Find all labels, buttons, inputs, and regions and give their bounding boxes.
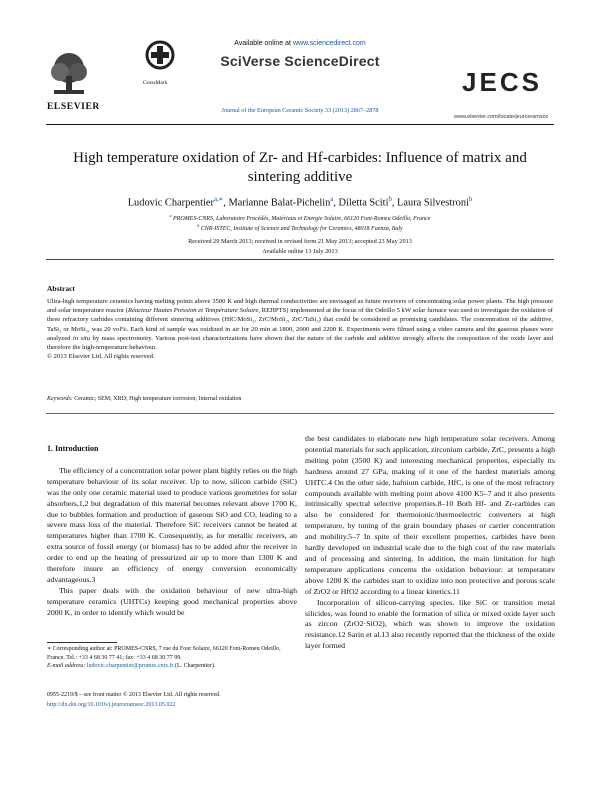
received-dates: Received 29 March 2013; received in revised form 21 May 2013; accepted 23 May 2013 — [188, 238, 412, 245]
elsevier-tree-icon — [46, 50, 92, 96]
body-column-left — [47, 444, 297, 619]
available-prefix: Available online at — [234, 40, 291, 47]
email-suffix: (L. Charpentier). — [174, 663, 216, 669]
title-line-1: High temperature oxidation of Zr- and Hf-carbides: Influence of matrix and — [73, 150, 527, 166]
abstract-body — [47, 297, 553, 361]
available-online-date: Available online 13 July 2013 — [262, 248, 338, 255]
available-online-line — [205, 40, 395, 47]
title-line-2: sintering additive — [247, 169, 353, 185]
footnote-rule — [47, 642, 117, 643]
abstract-copyright: © 2013 Elsevier Ltd. All rights reserved. — [47, 353, 155, 361]
abstract-heading: Abstract — [47, 284, 75, 293]
author-affiliation-mark[interactable]: a,∗ — [213, 196, 224, 203]
corresponding-author-note: ∗ Corresponding author at: PROMES-CNRS, 7 rue du Four Solaire, 66120 Font-Romeu Odeillo, France. Tel.: +33 4 68 30 77 41; fax: +33 4 68 30 77 99. — [47, 646, 281, 661]
affiliation-text: CNR-ISTEC, Institute of Science and Technology for Ceramics, 48018 Faenza, Italy — [200, 226, 403, 232]
issn-line: 0955-2219/$ – see front matter © 2013 Elsevier Ltd. All rights reserved. — [47, 692, 221, 698]
keywords — [47, 396, 241, 402]
affiliation-mark: a — [169, 214, 172, 218]
jecs-logo — [454, 64, 550, 98]
keywords-label: Keywords: — [47, 396, 73, 402]
email-line — [47, 662, 299, 671]
crossmark-icon[interactable] — [145, 40, 175, 80]
body-paragraph: The efficiency of a concentration solar power plant highly relies on the high temperature behaviour of its solar receiver. Up to now, silicon carbide (SiC) was the only one ceramic material used to produce various geometries for solar absorbers,1,2 but degradation of this material becomes relevant above 1700 K, due to bubbles formation and production of gaseous SiO and CO, leading to a severe mass loss of the material. Therefore SiC receivers cannot be heated at temperatures higher than 1700 K. Consequently, as for metallic receivers, an extra source of fossil energy (or biomass) has to be added after the receiver in order to end up the heating of pressurized air up to more than 1300 K and therefore insure an efficiency of energy conversion economically advantageous.3 — [47, 465, 297, 584]
author-affiliation-mark[interactable]: b — [468, 196, 473, 203]
author-name: Laura Silvestroni — [397, 197, 469, 209]
author-affiliation-mark[interactable]: a — [330, 196, 334, 203]
article-title — [46, 149, 554, 187]
sciverse-logo: SciVerse ScienceDirect — [220, 53, 380, 69]
body-column-right — [305, 434, 555, 652]
abstract-italic: in situ — [72, 334, 91, 342]
abstract-text: by mass spectrometry. Various post-test characterizations have shown that the nature of the carbide and additive strongly affects the composition of the oxide layer and therefore the high-temperature behaviour. — [47, 334, 553, 352]
keywords-text: Ceramic; SEM; XRD; High temperature corrosion; Internal oxidation — [74, 396, 242, 402]
footnote — [47, 645, 299, 671]
author-name: Ludovic Charpentier — [127, 197, 214, 209]
crossmark-label: CrossMark — [143, 80, 168, 86]
affiliation-mark: b — [197, 224, 200, 228]
abstract-text: , REHPTS) implemented at the focus of the Odeillo 5 kW solar furnace was used to investigate the oxidation of three refractory carbides containing different sintering additives (HfC/MoSi₂, ZrC/MoSi₂, ZrC/TaSi₂) that could be considered as promising candidates. The concentration of the additive, TaSi₂ or MoSi₂, was 20 vol%. Each kind of sample was oxidized in air for 20 min at 1800, 2000 and 2200 K. Experiments were filmed using a video camera and the gaseous phases were analyzed — [47, 307, 553, 342]
journal-url[interactable]: www.elsevier.com/locate/jeurceramsoc — [454, 114, 549, 120]
affiliation-text: PROMES-CNRS, Laboratoire Procédés, Matériaux et Energie Solaire, 66120 Font-Romeu Odeillo, France — [173, 216, 431, 222]
author-list: Ludovic Charpentier$^{a,∗}$, Marianne Balat-Pichelin$^a$, Diletta Sciti$^b$, Laura Silvestroni$^b$ — [127, 196, 473, 209]
journal-citation[interactable]: Journal of the European Ceramic Society 33 (2013) 2867–2878 — [221, 107, 379, 114]
body-paragraph: Incorporation of silicon-carrying species, like SiC or transition metal silicides, was found to enable the formation of silica or mixed oxide layer such as zircon (ZrO2·SiO2), which was shown to improve the oxidation resistance.12 Sarin et al.13 also recently reported that the thickness of the oxide layer formed — [305, 597, 555, 651]
keywords-rule — [46, 413, 554, 414]
section-heading: 1. Introduction — [47, 444, 99, 453]
affiliation-b — [46, 224, 554, 232]
abstract-rule — [46, 259, 554, 260]
email-link[interactable]: ludovic.charpentier@promes.cnrs.fr — [86, 663, 174, 669]
body-paragraph: the best candidates to elaborate new high temperature solar receivers. Among potential materials for such application, zirconium carbide, ZrC, presents a high melting point (3500 K) and interesting mechanical properties, especially its hardness around 27 GPa, making of it one of the hardest materials among UHTC.4 On the other side, hafnium carbide, HfC, is one of the most refractory compounds available with melting point above 4100 K5–7 and it also presents intrinsically spectral selective properties.8–10 Both Hf- and Zr-carbides can also be considered for thermoionic/thermoelectric converters at high temperature, by tuning of the grain boundary phases or carrier concentration and mobility.5–7 In spite of their excellent properties, carbides have been hardly developed on industrial scale due to the high cost of the raw materials and of processing and sintering. In addition, the main limitation for high temperature applications concerns the oxidation behaviour: at temperature above 1200 K the carbides start to oxidize into non protective and porous scale of ZrO2 or HfO2 according to a linear kinetics.11 — [305, 434, 555, 596]
body-paragraph: This paper deals with the oxidation behaviour of new ultra-high temperature ceramics (UHTCs) keeping good mechanical properties above 2000 K, in order to identify which would be — [47, 585, 297, 617]
header-rule — [46, 124, 554, 125]
author-name: Diletta Sciti — [338, 197, 389, 209]
email-label: E-mail address: — [47, 663, 86, 669]
publisher-name: ELSEVIER — [47, 102, 100, 112]
jecs-logo-text: JECS — [462, 67, 542, 97]
author-affiliation-mark[interactable]: b — [388, 196, 392, 203]
abstract-text: Ultra-high temperature ceramics having melting points above 3500 K and high thermal conductivities are envisaged as future receivers of concentrating solar power plants. The high pressure and solar temperature reactor ( — [47, 298, 553, 315]
author-name: Marianne Balat-Pichelin — [228, 197, 331, 209]
doi-link[interactable]: http://dx.doi.org/10.1016/j.jeurceramsoc.2013.05.022 — [47, 702, 176, 708]
sciencedirect-link[interactable]: www.sciencedirect.com — [292, 40, 366, 47]
affiliation-a — [46, 214, 554, 222]
abstract-italic: Réacteur Hautes Pression et Température Solaire — [127, 307, 259, 315]
